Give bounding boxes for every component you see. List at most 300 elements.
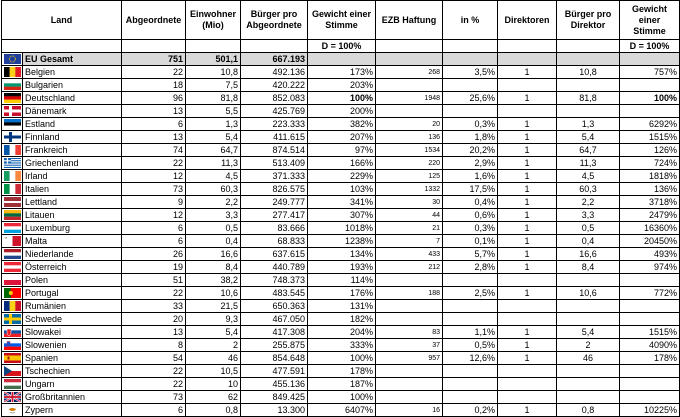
cell-gewicht[interactable]: 131% [308, 300, 376, 313]
cell-buerger-pro-abgeordnete[interactable]: 667.193 [241, 53, 308, 66]
cell-direktoren[interactable]: 1 [498, 183, 557, 196]
cell-einwohner[interactable]: 5,4 [186, 131, 241, 144]
cell-gewicht-2[interactable]: 1515% [620, 131, 680, 144]
cell-gewicht-2[interactable]: 4090% [620, 339, 680, 352]
cell-prozent[interactable]: 1,1% [443, 326, 498, 339]
cell-direktoren[interactable] [498, 274, 557, 287]
cell-einwohner[interactable]: 10 [186, 378, 241, 391]
cell-abgeordnete[interactable]: 73 [122, 391, 186, 404]
cell-abgeordnete[interactable]: 19 [122, 261, 186, 274]
cell-gewicht-2[interactable] [620, 365, 680, 378]
cell-ezb-haftung[interactable]: 7 [376, 235, 443, 248]
cell-gewicht-2[interactable]: 100% [620, 92, 680, 105]
table-row [2, 235, 680, 248]
cell-buerger-pro-direktor[interactable]: 60,3 [557, 183, 620, 196]
cell-land[interactable]: Deutschland [23, 92, 122, 105]
cell-einwohner[interactable]: 2 [186, 339, 241, 352]
cell-prozent[interactable] [443, 378, 498, 391]
cell-buerger-pro-direktor[interactable]: 11,3 [557, 157, 620, 170]
cell-gewicht-2[interactable]: 974% [620, 261, 680, 274]
cell-buerger-pro-direktor[interactable] [557, 53, 620, 66]
cell-prozent[interactable]: 2,9% [443, 157, 498, 170]
cell-gewicht-2[interactable] [620, 53, 680, 66]
cell-buerger-pro-direktor[interactable]: 2 [557, 339, 620, 352]
cell-abgeordnete[interactable]: 6 [122, 118, 186, 131]
cell-prozent[interactable] [443, 300, 498, 313]
cell-abgeordnete[interactable]: 51 [122, 274, 186, 287]
cell-buerger-pro-direktor[interactable]: 8,4 [557, 261, 620, 274]
cell-gewicht-2[interactable] [620, 391, 680, 404]
cell-gewicht[interactable] [308, 53, 376, 66]
cell-buerger-pro-direktor[interactable]: 0,5 [557, 222, 620, 235]
cell-direktoren[interactable]: 1 [498, 66, 557, 79]
cell-prozent[interactable]: 0,2% [443, 404, 498, 417]
cell-gewicht[interactable]: 229% [308, 170, 376, 183]
cell-einwohner[interactable]: 3,3 [186, 209, 241, 222]
cell-prozent[interactable]: 0,4% [443, 196, 498, 209]
cell-gewicht[interactable]: 203% [308, 79, 376, 92]
cell-land[interactable]: Finnland [23, 131, 122, 144]
cell-prozent[interactable]: 1,8% [443, 131, 498, 144]
cell-buerger-pro-direktor[interactable]: 46 [557, 352, 620, 365]
cell-buerger-pro-abgeordnete[interactable]: 748.373 [241, 274, 308, 287]
cell-buerger-pro-direktor[interactable]: 10,6 [557, 287, 620, 300]
cell-prozent[interactable]: 17,5% [443, 183, 498, 196]
cell-abgeordnete[interactable]: 73 [122, 183, 186, 196]
cell-gewicht[interactable]: 100% [308, 391, 376, 404]
cell-gewicht[interactable]: 341% [308, 196, 376, 209]
cell-buerger-pro-abgeordnete[interactable]: 467.050 [241, 313, 308, 326]
cell-einwohner[interactable]: 10,6 [186, 287, 241, 300]
cell-direktoren[interactable]: 1 [498, 352, 557, 365]
cell-gewicht-2[interactable] [620, 313, 680, 326]
cell-buerger-pro-abgeordnete[interactable]: 849.425 [241, 391, 308, 404]
cell-buerger-pro-direktor[interactable]: 16,6 [557, 248, 620, 261]
cell-direktoren[interactable] [498, 313, 557, 326]
cell-einwohner[interactable]: 501,1 [186, 53, 241, 66]
cell-einwohner[interactable]: 10,8 [186, 66, 241, 79]
cell-direktoren[interactable]: 1 [498, 170, 557, 183]
cell-gewicht[interactable]: 114% [308, 274, 376, 287]
cell-land[interactable]: Österreich [23, 261, 122, 274]
cell-ezb-haftung[interactable]: 21 [376, 222, 443, 235]
cell-prozent[interactable]: 25,6% [443, 92, 498, 105]
cell-buerger-pro-abgeordnete[interactable]: 874.514 [241, 144, 308, 157]
cell-land[interactable]: Belgien [23, 66, 122, 79]
cell-buerger-pro-abgeordnete[interactable]: 492.136 [241, 66, 308, 79]
cell-direktoren[interactable]: 1 [498, 144, 557, 157]
cell-buerger-pro-abgeordnete[interactable]: 477.591 [241, 365, 308, 378]
cell-abgeordnete[interactable]: 22 [122, 66, 186, 79]
cell-einwohner[interactable]: 7,5 [186, 79, 241, 92]
cell-direktoren[interactable]: 1 [498, 287, 557, 300]
cell-land[interactable]: Lettland [23, 196, 122, 209]
cell-buerger-pro-abgeordnete[interactable]: 420.222 [241, 79, 308, 92]
cell-prozent[interactable] [443, 313, 498, 326]
cell-gewicht[interactable]: 100% [308, 352, 376, 365]
cell-buerger-pro-direktor[interactable] [557, 79, 620, 92]
cell-ezb-haftung[interactable]: 1332 [376, 183, 443, 196]
cell-land[interactable]: Portugal [23, 287, 122, 300]
cell-gewicht-2[interactable]: 10225% [620, 404, 680, 417]
cell-gewicht-2[interactable]: 178% [620, 352, 680, 365]
cell-buerger-pro-abgeordnete[interactable]: 13.300 [241, 404, 308, 417]
cell-direktoren[interactable]: 1 [498, 339, 557, 352]
cell-direktoren[interactable]: 1 [498, 326, 557, 339]
cell-prozent[interactable] [443, 274, 498, 287]
cell-prozent[interactable]: 0,5% [443, 339, 498, 352]
cell-einwohner[interactable]: 46 [186, 352, 241, 365]
cell-direktoren[interactable]: 1 [498, 248, 557, 261]
header-abgeordnete[interactable]: Abgeordnete [122, 1, 186, 40]
cell-direktoren[interactable] [498, 53, 557, 66]
cell-gewicht-2[interactable] [620, 378, 680, 391]
cell-abgeordnete[interactable]: 6 [122, 235, 186, 248]
cell-buerger-pro-direktor[interactable]: 64,7 [557, 144, 620, 157]
cell-prozent[interactable]: 2,8% [443, 261, 498, 274]
cell-prozent[interactable] [443, 105, 498, 118]
cell-land[interactable]: Litauen [23, 209, 122, 222]
cell-land[interactable]: Polen [23, 274, 122, 287]
cell-ezb-haftung[interactable]: 37 [376, 339, 443, 352]
cell-buerger-pro-direktor[interactable] [557, 274, 620, 287]
cell-buerger-pro-direktor[interactable] [557, 365, 620, 378]
cell-einwohner[interactable]: 9,3 [186, 313, 241, 326]
cell-prozent[interactable]: 0,1% [443, 235, 498, 248]
cell-ezb-haftung[interactable]: 44 [376, 209, 443, 222]
cell-einwohner[interactable]: 64,7 [186, 144, 241, 157]
cell-abgeordnete[interactable]: 13 [122, 326, 186, 339]
note-d-100-2[interactable]: D = 100% [620, 40, 680, 53]
cell-ezb-haftung[interactable] [376, 79, 443, 92]
header-gewicht-2[interactable]: Gewicht einer Stimme [620, 1, 680, 40]
cell-direktoren[interactable]: 1 [498, 92, 557, 105]
cell-buerger-pro-abgeordnete[interactable]: 440.789 [241, 261, 308, 274]
cell-gewicht-2[interactable] [620, 105, 680, 118]
flag-lt-icon [4, 210, 21, 220]
header-buerger-pro-direktor[interactable]: Bürger pro Direktor [557, 1, 620, 40]
cell-land[interactable]: Frankreich [23, 144, 122, 157]
cell-prozent[interactable]: 0,3% [443, 222, 498, 235]
cell-abgeordnete[interactable]: 96 [122, 92, 186, 105]
cell-buerger-pro-abgeordnete[interactable]: 68.833 [241, 235, 308, 248]
cell-prozent[interactable]: 2,5% [443, 287, 498, 300]
header-land[interactable]: Land [2, 1, 122, 40]
cell-ezb-haftung[interactable]: 268 [376, 66, 443, 79]
cell-gewicht-2[interactable]: 493% [620, 248, 680, 261]
cell-buerger-pro-abgeordnete[interactable]: 371.333 [241, 170, 308, 183]
cell-buerger-pro-direktor[interactable]: 5,4 [557, 326, 620, 339]
cell-direktoren[interactable] [498, 79, 557, 92]
cell-abgeordnete[interactable]: 74 [122, 144, 186, 157]
cell-gewicht[interactable]: 382% [308, 118, 376, 131]
cell-gewicht-2[interactable]: 16360% [620, 222, 680, 235]
cell-buerger-pro-abgeordnete[interactable]: 425.769 [241, 105, 308, 118]
cell-land[interactable]: Griechenland [23, 157, 122, 170]
cell-abgeordnete[interactable]: 22 [122, 157, 186, 170]
cell-direktoren[interactable]: 1 [498, 209, 557, 222]
cell-ezb-haftung[interactable] [376, 300, 443, 313]
cell-gewicht[interactable]: 182% [308, 313, 376, 326]
cell-gewicht[interactable]: 187% [308, 378, 376, 391]
cell-buerger-pro-abgeordnete[interactable]: 411.615 [241, 131, 308, 144]
cell-gewicht[interactable]: 134% [308, 248, 376, 261]
cell-gewicht[interactable]: 207% [308, 131, 376, 144]
cell-land[interactable]: Ungarn [23, 378, 122, 391]
cell-buerger-pro-abgeordnete[interactable]: 852.083 [241, 92, 308, 105]
cell-abgeordnete[interactable]: 12 [122, 170, 186, 183]
flag-cz-icon [2, 365, 23, 378]
cell-direktoren[interactable] [498, 300, 557, 313]
flag-fi-icon [2, 131, 23, 144]
cell-gewicht[interactable]: 307% [308, 209, 376, 222]
cell-direktoren[interactable]: 1 [498, 157, 557, 170]
cell-abgeordnete[interactable]: 12 [122, 209, 186, 222]
cell-buerger-pro-direktor[interactable]: 0,4 [557, 235, 620, 248]
cell-ezb-haftung[interactable]: 220 [376, 157, 443, 170]
note-d-100[interactable]: D = 100% [308, 40, 376, 53]
cell-buerger-pro-direktor[interactable] [557, 300, 620, 313]
cell-gewicht-2[interactable]: 757% [620, 66, 680, 79]
cell-gewicht-2[interactable]: 126% [620, 144, 680, 157]
cell-buerger-pro-abgeordnete[interactable]: 637.615 [241, 248, 308, 261]
cell-ezb-haftung[interactable]: 212 [376, 261, 443, 274]
cell-buerger-pro-abgeordnete[interactable]: 650.363 [241, 300, 308, 313]
cell-direktoren[interactable]: 1 [498, 222, 557, 235]
cell-buerger-pro-abgeordnete[interactable]: 513.409 [241, 157, 308, 170]
cell-einwohner[interactable]: 0,4 [186, 235, 241, 248]
table-row [2, 248, 680, 261]
header-buerger-pro-abgeordnete[interactable]: Bürger pro Abgeordnete [241, 1, 308, 40]
cell-einwohner[interactable]: 2,2 [186, 196, 241, 209]
cell-gewicht-2[interactable]: 772% [620, 287, 680, 300]
cell-ezb-haftung[interactable]: 433 [376, 248, 443, 261]
cell-ezb-haftung[interactable]: 957 [376, 352, 443, 365]
cell-gewicht[interactable]: 204% [308, 326, 376, 339]
cell-prozent[interactable]: 3,5% [443, 66, 498, 79]
cell-prozent[interactable]: 0,6% [443, 209, 498, 222]
header-gewicht[interactable]: Gewicht einer Stimme [308, 1, 376, 40]
header-einwohner[interactable]: Einwohner (Mio) [186, 1, 241, 40]
cell-einwohner[interactable]: 8,4 [186, 261, 241, 274]
cell-gewicht-2[interactable] [620, 274, 680, 287]
cell-einwohner[interactable]: 11,3 [186, 157, 241, 170]
cell-prozent[interactable] [443, 391, 498, 404]
cell-gewicht-2[interactable] [620, 79, 680, 92]
cell-gewicht-2[interactable]: 20450% [620, 235, 680, 248]
cell-direktoren[interactable]: 1 [498, 196, 557, 209]
cell-prozent[interactable]: 1,6% [443, 170, 498, 183]
cell-direktoren[interactable] [498, 378, 557, 391]
flag-de-icon [4, 93, 21, 103]
cell-prozent[interactable]: 12,6% [443, 352, 498, 365]
cell-gewicht[interactable]: 1238% [308, 235, 376, 248]
cell-einwohner[interactable]: 5,5 [186, 105, 241, 118]
cell-abgeordnete[interactable]: 33 [122, 300, 186, 313]
cell-direktoren[interactable]: 1 [498, 131, 557, 144]
cell-buerger-pro-direktor[interactable]: 1,3 [557, 118, 620, 131]
cell-direktoren[interactable] [498, 391, 557, 404]
cell-einwohner[interactable]: 0,5 [186, 222, 241, 235]
cell-einwohner[interactable]: 0,8 [186, 404, 241, 417]
header-prozent[interactable]: in % [443, 1, 498, 40]
cell-buerger-pro-direktor[interactable]: 0,8 [557, 404, 620, 417]
cell-buerger-pro-abgeordnete[interactable]: 249.777 [241, 196, 308, 209]
cell-buerger-pro-direktor[interactable] [557, 105, 620, 118]
cell-prozent[interactable] [443, 365, 498, 378]
cell-land[interactable]: Spanien [23, 352, 122, 365]
cell-ezb-haftung[interactable]: 1948 [376, 92, 443, 105]
cell-abgeordnete[interactable]: 6 [122, 404, 186, 417]
cell-buerger-pro-abgeordnete[interactable]: 455.136 [241, 378, 308, 391]
cell-ezb-haftung[interactable]: 188 [376, 287, 443, 300]
cell-abgeordnete[interactable]: 751 [122, 53, 186, 66]
cell-buerger-pro-abgeordnete[interactable]: 223.333 [241, 118, 308, 131]
cell-land[interactable]: Irland [23, 170, 122, 183]
cell-prozent[interactable]: 20,2% [443, 144, 498, 157]
cell-einwohner[interactable]: 21,5 [186, 300, 241, 313]
cell-abgeordnete[interactable]: 54 [122, 352, 186, 365]
cell-buerger-pro-abgeordnete[interactable]: 277.417 [241, 209, 308, 222]
cell-buerger-pro-direktor[interactable]: 4,5 [557, 170, 620, 183]
cell-ezb-haftung[interactable]: 136 [376, 131, 443, 144]
cell-abgeordnete[interactable]: 13 [122, 105, 186, 118]
cell-land[interactable]: Slowakei [23, 326, 122, 339]
cell-land[interactable]: Schwede [23, 313, 122, 326]
cell-gewicht-2[interactable]: 1515% [620, 326, 680, 339]
cell-ezb-haftung[interactable] [376, 365, 443, 378]
cell-abgeordnete[interactable]: 22 [122, 365, 186, 378]
cell-ezb-haftung[interactable]: 20 [376, 118, 443, 131]
cell-abgeordnete[interactable]: 8 [122, 339, 186, 352]
cell-abgeordnete[interactable]: 22 [122, 287, 186, 300]
cell-einwohner[interactable]: 38,2 [186, 274, 241, 287]
cell-gewicht-2[interactable]: 6292% [620, 118, 680, 131]
cell-gewicht[interactable]: 1018% [308, 222, 376, 235]
cell-buerger-pro-abgeordnete[interactable]: 826.575 [241, 183, 308, 196]
cell-land[interactable]: EU Gesamt [23, 53, 122, 66]
cell-buerger-pro-direktor[interactable]: 10,8 [557, 66, 620, 79]
cell-direktoren[interactable] [498, 365, 557, 378]
cell-land[interactable]: Luxemburg [23, 222, 122, 235]
cell-einwohner[interactable]: 4,5 [186, 170, 241, 183]
cell-gewicht[interactable]: 166% [308, 157, 376, 170]
cell-land[interactable]: Niederlande [23, 248, 122, 261]
cell-ezb-haftung[interactable] [376, 105, 443, 118]
cell-ezb-haftung[interactable]: 1534 [376, 144, 443, 157]
cell-abgeordnete[interactable]: 13 [122, 131, 186, 144]
cell-ezb-haftung[interactable]: 125 [376, 170, 443, 183]
cell-land[interactable]: Zypern [23, 404, 122, 417]
cell-land[interactable]: Slowenien [23, 339, 122, 352]
cell-ezb-haftung[interactable] [376, 378, 443, 391]
cell-land[interactable]: Großbritannien [23, 391, 122, 404]
cell-einwohner[interactable]: 60,3 [186, 183, 241, 196]
flag-sk-icon [4, 327, 21, 337]
cell-buerger-pro-direktor[interactable] [557, 378, 620, 391]
cell-buerger-pro-direktor[interactable]: 3,3 [557, 209, 620, 222]
header-direktoren[interactable]: Direktoren [498, 1, 557, 40]
cell-gewicht[interactable]: 193% [308, 261, 376, 274]
cell-gewicht[interactable]: 178% [308, 365, 376, 378]
cell-prozent[interactable]: 0,3% [443, 118, 498, 131]
cell-gewicht[interactable]: 6407% [308, 404, 376, 417]
cell-direktoren[interactable]: 1 [498, 235, 557, 248]
cell-buerger-pro-abgeordnete[interactable]: 83.666 [241, 222, 308, 235]
cell-einwohner[interactable]: 62 [186, 391, 241, 404]
cell-land[interactable]: Dänemark [23, 105, 122, 118]
cell-gewicht-2[interactable]: 3718% [620, 196, 680, 209]
cell-einwohner[interactable]: 10,5 [186, 365, 241, 378]
cell-land[interactable]: Italien [23, 183, 122, 196]
cell-einwohner[interactable]: 81,8 [186, 92, 241, 105]
cell-buerger-pro-direktor[interactable]: 81,8 [557, 92, 620, 105]
cell-abgeordnete[interactable]: 26 [122, 248, 186, 261]
cell-abgeordnete[interactable]: 6 [122, 222, 186, 235]
cell-gewicht-2[interactable]: 724% [620, 157, 680, 170]
cell-prozent[interactable]: 5,7% [443, 248, 498, 261]
cell-direktoren[interactable]: 1 [498, 404, 557, 417]
cell-gewicht[interactable]: 333% [308, 339, 376, 352]
cell-gewicht[interactable]: 200% [308, 105, 376, 118]
flag-lu-icon [4, 223, 21, 233]
cell-land[interactable]: Rumänien [23, 300, 122, 313]
cell-gewicht[interactable]: 103% [308, 183, 376, 196]
cell-direktoren[interactable] [498, 105, 557, 118]
cell-prozent[interactable] [443, 79, 498, 92]
cell-buerger-pro-abgeordnete[interactable]: 854.648 [241, 352, 308, 365]
cell-gewicht-2[interactable] [620, 300, 680, 313]
cell-gewicht-2[interactable]: 136% [620, 183, 680, 196]
cell-land[interactable]: Bulgarien [23, 79, 122, 92]
cell-einwohner[interactable]: 16,6 [186, 248, 241, 261]
cell-prozent[interactable] [443, 53, 498, 66]
cell-einwohner[interactable]: 1,3 [186, 118, 241, 131]
cell-buerger-pro-direktor[interactable] [557, 391, 620, 404]
cell-gewicht[interactable]: 100% [308, 92, 376, 105]
header-ezb-haftung[interactable]: EZB Haftung [376, 1, 443, 40]
cell-ezb-haftung[interactable] [376, 274, 443, 287]
cell-buerger-pro-abgeordnete[interactable]: 417.308 [241, 326, 308, 339]
cell-direktoren[interactable]: 1 [498, 118, 557, 131]
cell-einwohner[interactable]: 5,4 [186, 326, 241, 339]
cell-land[interactable]: Tschechien [23, 365, 122, 378]
cell-gewicht[interactable]: 176% [308, 287, 376, 300]
cell-abgeordnete[interactable]: 18 [122, 79, 186, 92]
cell-ezb-haftung[interactable]: 16 [376, 404, 443, 417]
cell-gewicht-2[interactable]: 1818% [620, 170, 680, 183]
cell-ezb-haftung[interactable] [376, 313, 443, 326]
cell-gewicht[interactable]: 173% [308, 66, 376, 79]
cell-land[interactable]: Estland [23, 118, 122, 131]
cell-buerger-pro-abgeordnete[interactable]: 483.545 [241, 287, 308, 300]
cell-ezb-haftung[interactable]: 30 [376, 196, 443, 209]
cell-abgeordnete[interactable]: 22 [122, 378, 186, 391]
cell-direktoren[interactable]: 1 [498, 261, 557, 274]
cell-ezb-haftung[interactable] [376, 53, 443, 66]
cell-abgeordnete[interactable]: 9 [122, 196, 186, 209]
cell-abgeordnete[interactable]: 20 [122, 313, 186, 326]
cell-buerger-pro-abgeordnete[interactable]: 255.875 [241, 339, 308, 352]
cell-buerger-pro-direktor[interactable] [557, 313, 620, 326]
cell-gewicht[interactable]: 97% [308, 144, 376, 157]
cell-buerger-pro-direktor[interactable]: 5,4 [557, 131, 620, 144]
cell-gewicht-2[interactable]: 2479% [620, 209, 680, 222]
cell-ezb-haftung[interactable]: 83 [376, 326, 443, 339]
cell-land[interactable]: Malta [23, 235, 122, 248]
cell-buerger-pro-direktor[interactable]: 2,2 [557, 196, 620, 209]
cell-ezb-haftung[interactable] [376, 391, 443, 404]
